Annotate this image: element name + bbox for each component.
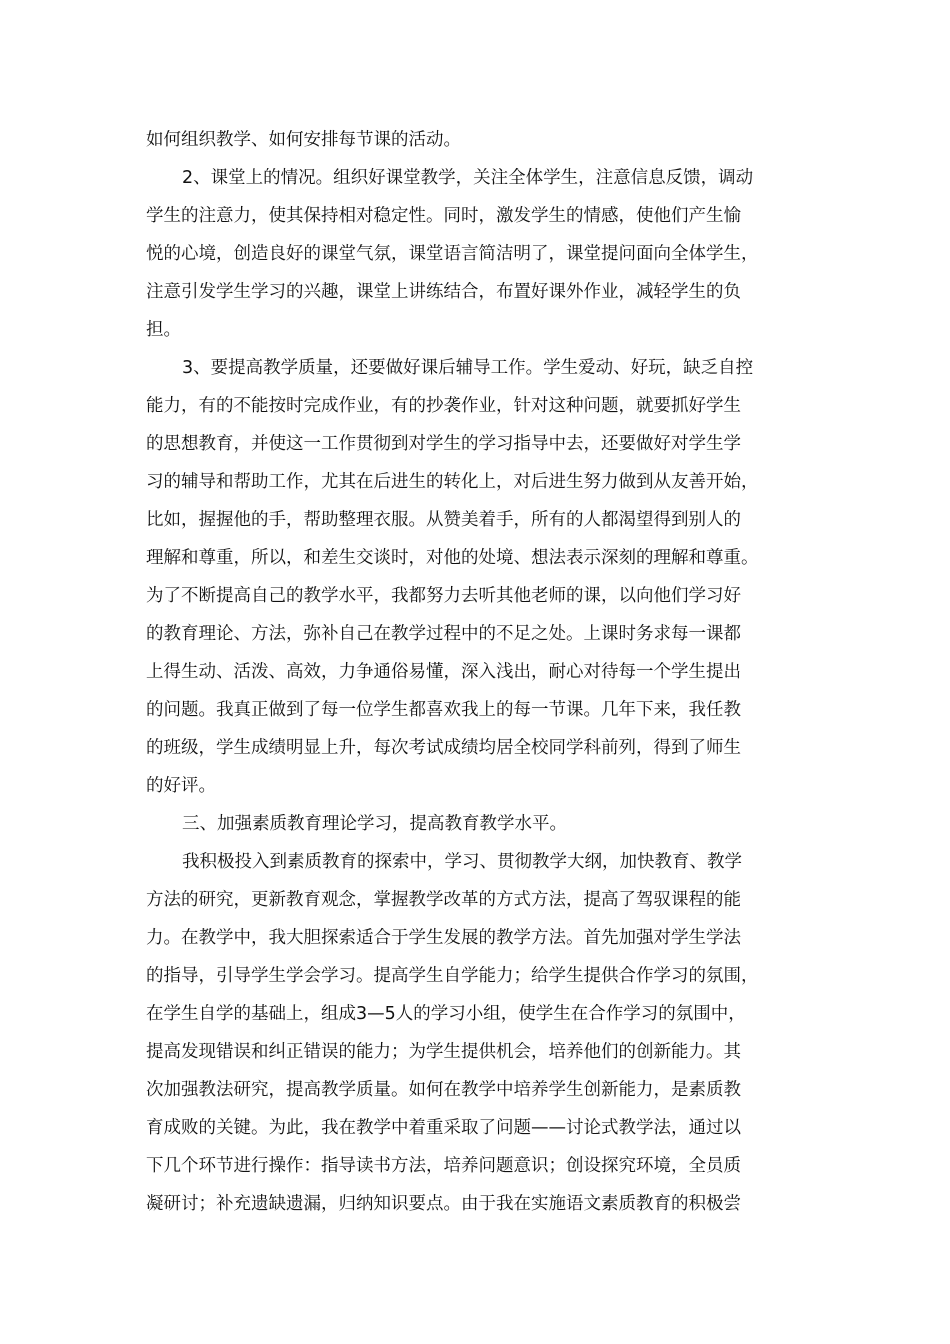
text-line: 注意引发学生学习的兴趣，课堂上讲练结合，布置好课外作业，减轻学生的负 (146, 282, 741, 302)
text-line: 的指导，引导学生学会学习。提高学生自学能力；给学生提供合作学习的氛围， (146, 966, 759, 986)
text-line: 比如，握握他的手，帮助整理衣服。从赞美着手，所有的人都渴望得到别人的 (146, 510, 741, 530)
text-line: 上得生动、活泼、高效，力争通俗易懂，深入浅出，耐心对待每一个学生提出 (146, 662, 741, 682)
text-line: 的思想教育，并使这一工作贯彻到对学生的学习指导中去，还要做好对学生学 (146, 434, 741, 454)
text-line: 悦的心境，创造良好的课堂气氛，课堂语言简洁明了，课堂提问面向全体学生， (146, 244, 759, 264)
text-line: 的教育理论、方法，弥补自己在教学过程中的不足之处。上课时务求每一课都 (146, 624, 741, 644)
text-line: 担。 (146, 320, 181, 340)
text-line: 能力，有的不能按时完成作业，有的抄袭作业，针对这种问题，就要抓好学生 (146, 396, 741, 416)
text-line: 凝研讨；补充遗缺遗漏，归纳知识要点。由于我在实施语文素质教育的积极尝 (146, 1194, 741, 1214)
text-line: 力。在教学中，我大胆探索适合于学生发展的教学方法。首先加强对学生学法 (146, 928, 741, 948)
text-line: 提高发现错误和纠正错误的能力；为学生提供机会，培养他们的创新能力。其 (146, 1042, 741, 1062)
text-line: 次加强教法研究，提高教学质量。如何在教学中培养学生创新能力，是素质教 (146, 1080, 741, 1100)
text-line: 为了不断提高自己的教学水平，我都努力去听其他老师的课，以向他们学习好 (146, 586, 741, 606)
text-line: 如何组织教学、如何安排每节课的活动。 (146, 130, 461, 150)
text-line: 习的辅导和帮助工作，尤其在后进生的转化上，对后进生努力做到从友善开始， (146, 472, 759, 492)
text-line: 三、加强素质教育理论学习，提高教育教学水平。 (182, 814, 567, 834)
text-line: 学生的注意力，使其保持相对稳定性。同时，激发学生的情感，使他们产生愉 (146, 206, 741, 226)
text-line: 我积极投入到素质教育的探索中，学习、贯彻教学大纲，加快教育、教学 (182, 852, 742, 872)
text-line: 在学生自学的基础上，组成3—5人的学习小组，使学生在合作学习的氛围中， (146, 1004, 746, 1024)
text-line: 下几个环节进行操作：指导读书方法，培养问题意识；创设探究环境，全员质 (146, 1156, 741, 1176)
text-line: 方法的研究，更新教育观念，掌握教学改革的方式方法，提高了驾驭课程的能 (146, 890, 741, 910)
text-line: 育成败的关键。为此，我在教学中着重采取了问题——讨论式教学法，通过以 (146, 1118, 741, 1138)
text-line: 理解和尊重，所以，和差生交谈时，对他的处境、想法表示深刻的理解和尊重。 (146, 548, 759, 568)
text-line: 3、要提高教学质量，还要做好课后辅导工作。学生爱动、好玩，缺乏自控 (182, 358, 754, 378)
document-body (146, 121, 810, 1223)
text-line: 2、课堂上的情况。组织好课堂教学，关注全体学生，注意信息反馈，调动 (182, 168, 754, 188)
text-line: 的好评。 (146, 776, 216, 796)
text-line: 的班级，学生成绩明显上升，每次考试成绩均居全校同学科前列，得到了师生 (146, 738, 741, 758)
text-line: 的问题。我真正做到了每一位学生都喜欢我上的每一节课。几年下来，我任教 (146, 700, 741, 720)
